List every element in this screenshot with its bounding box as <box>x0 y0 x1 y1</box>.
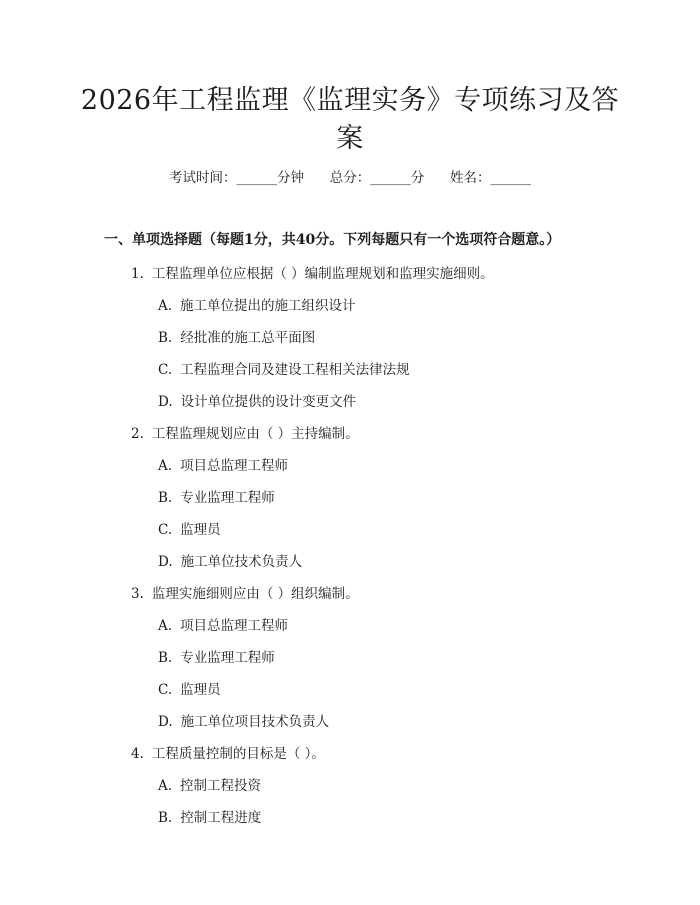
option-letter: A. <box>158 298 173 314</box>
question-number: 4. <box>131 746 144 762</box>
option-4a <box>158 774 261 794</box>
option-1b <box>158 326 315 346</box>
option-text: 监理员 <box>180 682 221 698</box>
option-text: 监理员 <box>180 522 221 538</box>
option-1d <box>158 390 356 410</box>
question-text: 监理实施细则应由（ ）组织编制。 <box>151 586 359 602</box>
option-text: 施工单位项目技术负责人 <box>180 714 330 730</box>
question-number: 2. <box>131 426 144 442</box>
option-letter: D. <box>158 714 173 730</box>
option-1c <box>158 358 410 378</box>
option-letter: C. <box>158 682 173 698</box>
option-text: 工程监理合同及建设工程相关法律法规 <box>180 362 410 378</box>
option-letter: C. <box>158 522 173 538</box>
question-4 <box>131 742 325 762</box>
option-text: 施工单位提出的施工组织设计 <box>180 298 356 314</box>
question-1 <box>131 262 494 282</box>
option-letter: D. <box>158 394 173 410</box>
question-2 <box>131 422 359 442</box>
option-3a <box>158 614 288 634</box>
option-text: 专业监理工程师 <box>180 490 275 506</box>
option-4b <box>158 806 261 826</box>
question-text: 工程监理单位应根据（ ）编制监理规划和监理实施细则。 <box>151 266 494 282</box>
question-number: 3. <box>131 586 144 602</box>
option-letter: B. <box>158 810 173 826</box>
option-text: 专业监理工程师 <box>180 650 275 666</box>
question-number: 1. <box>131 266 144 282</box>
option-text: 控制工程进度 <box>180 810 262 826</box>
exam-info-line: 考试时间：______分钟 总分：______分 姓名：______ <box>169 170 531 186</box>
option-letter: B. <box>158 330 173 346</box>
option-text: 项目总监理工程师 <box>180 458 289 474</box>
document-title: 2026年工程监理《监理实务》专项练习及答案 <box>80 85 620 154</box>
question-text: 工程监理规划应由（ ）主持编制。 <box>151 426 359 442</box>
option-2c <box>158 518 221 538</box>
option-letter: A. <box>158 618 173 634</box>
option-text: 控制工程投资 <box>180 778 262 794</box>
section-heading: 一、单项选择题（每题1分，共40分。下列每题只有一个选项符合题意。） <box>104 232 561 248</box>
option-1a <box>158 294 356 314</box>
question-text: 工程质量控制的目标是（ ）。 <box>151 746 325 762</box>
option-letter: D. <box>158 554 173 570</box>
option-text: 经批准的施工总平面图 <box>180 330 316 346</box>
option-3c <box>158 678 221 698</box>
option-letter: C. <box>158 362 173 378</box>
option-letter: A. <box>158 778 173 794</box>
option-letter: A. <box>158 458 173 474</box>
option-letter: B. <box>158 650 173 666</box>
option-text: 施工单位技术负责人 <box>180 554 303 570</box>
option-2a <box>158 454 288 474</box>
option-3b <box>158 646 275 666</box>
option-2b <box>158 486 275 506</box>
option-text: 设计单位提供的设计变更文件 <box>180 394 357 410</box>
question-3 <box>131 582 359 602</box>
option-text: 项目总监理工程师 <box>180 618 289 634</box>
option-letter: B. <box>158 490 173 506</box>
option-3d <box>158 710 329 730</box>
option-2d <box>158 550 302 570</box>
